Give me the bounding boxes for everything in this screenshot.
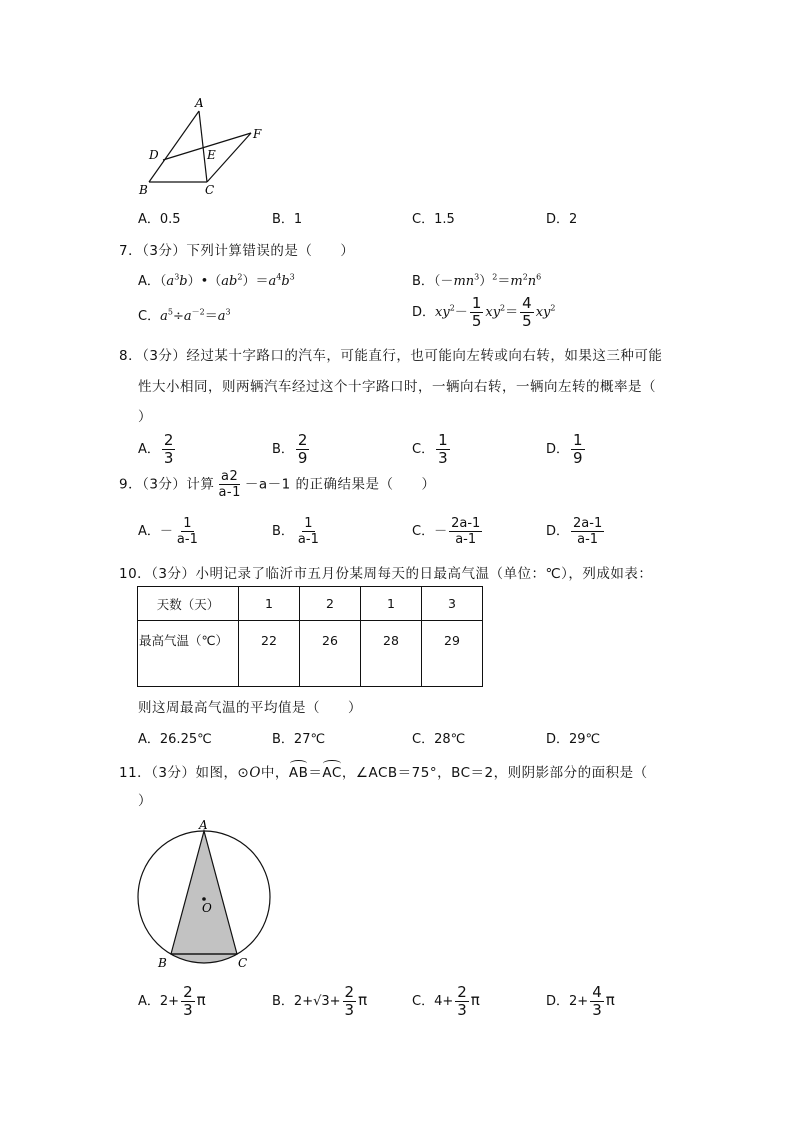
shaded-triangle xyxy=(171,831,237,954)
q9-option-a: A．－ $\frac{1}{a-1}$ xyxy=(138,516,198,547)
q7-option-c: C．$a^5\div a^{-2}=a^3$ xyxy=(138,307,231,324)
q7-c-prefix: C． xyxy=(138,309,161,324)
q8-option-c: C． $\frac{1}{3}$ xyxy=(412,431,448,467)
arc-AB: AB xyxy=(288,765,309,781)
label-A: A xyxy=(199,818,208,832)
q11-option-c: C．4+ $\frac{2}{3}$ π xyxy=(412,983,480,1019)
q9-option-d: D． $\frac{2a-1}{a-1}$ xyxy=(546,516,603,547)
q7-option-b: B．$(-mn^3)^2=m^2n^6$ xyxy=(412,272,542,289)
q11-line2: ） xyxy=(138,793,152,809)
q8-line1: 8．（3分）经过某十字路口的汽车，可能直行，也可能向左转或向右转，如果这三种可能 xyxy=(119,348,663,364)
geometry-figure-top xyxy=(135,95,275,200)
table-cell: 1 xyxy=(239,587,300,621)
line-AB xyxy=(149,111,199,182)
q8-option-a: A． $\frac{2}{3}$ xyxy=(138,431,174,467)
arc-AC: AC xyxy=(322,765,342,781)
q11-stem: 11．（3分）如图，⊙O中，AB＝AC，∠ACB＝75°，BC＝2，则阴影部分的面积是（ xyxy=(119,765,648,781)
table-cell: 28 xyxy=(361,621,422,687)
q6-option-d: D．2 xyxy=(546,212,578,227)
table-cell: 29 xyxy=(422,621,483,687)
label-B: B xyxy=(139,183,148,197)
q10-option-a: A．26.25℃ xyxy=(138,732,212,747)
table-cell: 最高气温（℃） xyxy=(138,621,239,687)
label-D: D xyxy=(149,148,159,162)
q8-line2: 性大小相同，则两辆汽车经过这个十字路口时，一辆向右转，一辆向左转的概率是（ xyxy=(138,379,656,395)
q11-option-b: B．2+√3+ $\frac{2}{3}$ π xyxy=(272,983,368,1019)
q10-option-b: B．27℃ xyxy=(272,732,326,747)
temperature-table xyxy=(137,586,483,687)
q10-question: 则这周最高气温的平均值是（ ） xyxy=(138,700,362,716)
q10-option-c: C．28℃ xyxy=(412,732,466,747)
q6-option-c: C．1.5 xyxy=(412,212,455,227)
circle-figure xyxy=(130,815,280,973)
label-O: O xyxy=(202,901,212,915)
q9-option-b: B． $\frac{1}{a-1}$ xyxy=(272,516,319,547)
label-E: E xyxy=(207,148,216,162)
q9-stem: 9．（3分）计算 $\frac{a2}{a-1}$ －a－1 的正确结果是（ ） xyxy=(119,469,436,500)
table-row-days xyxy=(138,587,483,621)
q9-option-c: C．－ $\frac{2a-1}{a-1}$ xyxy=(412,516,481,547)
q8-option-b: B． $\frac{2}{9}$ xyxy=(272,431,308,467)
label-C: C xyxy=(205,183,215,197)
q10-option-d: D．29℃ xyxy=(546,732,601,747)
table-cell: 天数（天） xyxy=(138,587,239,621)
q10-stem: 10．（3分）小明记录了临沂市五月份某周每天的日最高气温（单位：℃），列成如表： xyxy=(119,566,653,582)
table-cell: 1 xyxy=(361,587,422,621)
q6-option-b: B．1 xyxy=(272,212,303,227)
q7-stem: 7．（3分）下列计算错误的是（ ） xyxy=(119,243,355,259)
table-row-temp xyxy=(138,621,483,687)
table-cell: 3 xyxy=(422,587,483,621)
q11-option-d: D．2+ $\frac{4}{3}$ π xyxy=(546,983,615,1019)
q6-option-a: A．0.5 xyxy=(138,212,181,227)
table-cell: 2 xyxy=(300,587,361,621)
label-A: A xyxy=(195,96,204,110)
q7-d-prefix: D． xyxy=(412,305,436,320)
table-cell: 22 xyxy=(239,621,300,687)
q8-option-d: D． $\frac{1}{9}$ xyxy=(546,431,583,467)
q7-option-a: A．$(a^3b)•(ab^2)=a^4b^3$ xyxy=(138,272,295,289)
table-cell: 26 xyxy=(300,621,361,687)
q7-b-prefix: B． xyxy=(412,274,434,289)
q8-line3: ） xyxy=(138,409,152,425)
label-F: F xyxy=(253,127,262,141)
q11-option-a: A．2+ $\frac{2}{3}$ π xyxy=(138,983,206,1019)
q7-a-prefix: A． xyxy=(138,274,160,289)
q7-option-d: D．$xy^2-$ $\frac{1}{5}$ $xy^2=$ $\frac{4}{5}$ $xy^2$ xyxy=(412,294,556,330)
label-B: B xyxy=(158,956,167,970)
label-C: C xyxy=(238,956,248,970)
